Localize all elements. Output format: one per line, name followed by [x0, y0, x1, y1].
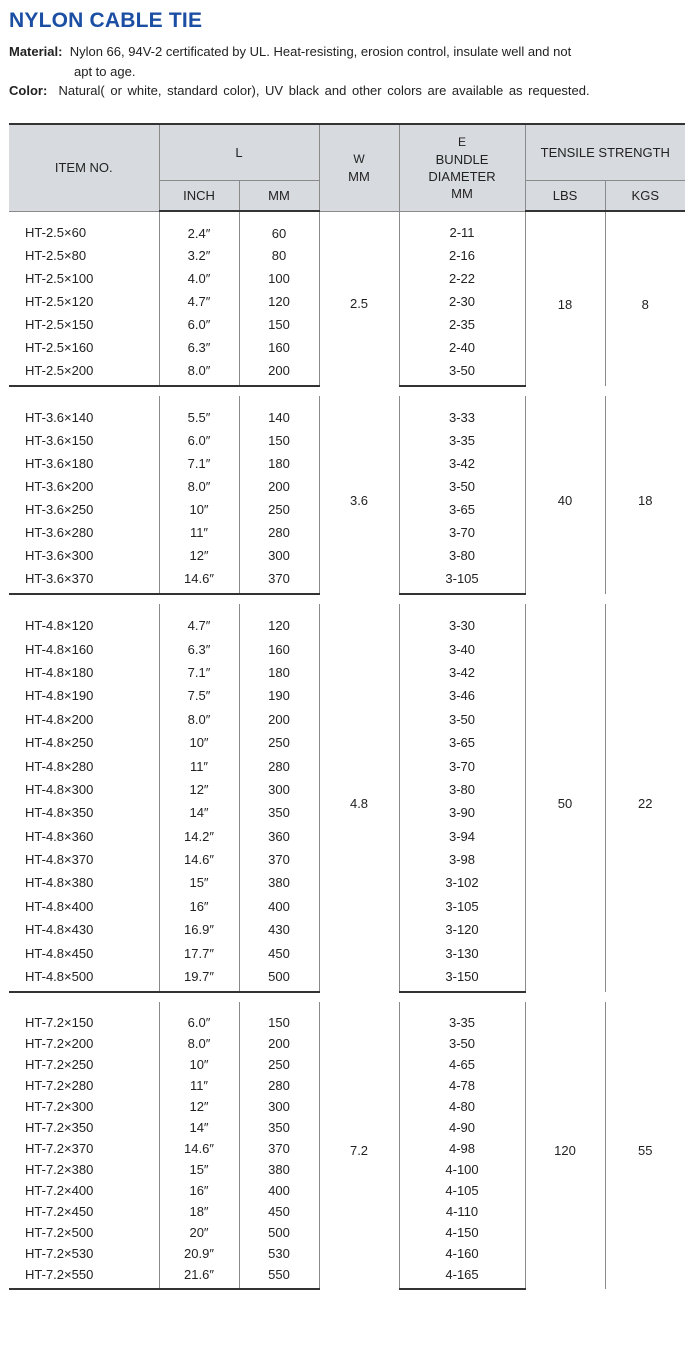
length-mm-cell: 500 — [239, 965, 319, 992]
length-inch-cell: 4.7″ — [159, 604, 239, 637]
length-inch-cell: 8.0″ — [159, 359, 239, 386]
item-no-cell: HT-3.6×200 — [25, 479, 94, 494]
bundle-diameter-cell: 3-33 — [399, 396, 525, 429]
item-no-cell: HT-4.8×280 — [25, 758, 94, 774]
bundle-diameter-cell: 3-105 — [399, 567, 525, 594]
bundle-diameter-cell: 4-80 — [399, 1096, 525, 1117]
bundle-diameter-cell: 3-50 — [399, 475, 525, 498]
length-inch-cell: 19.7″ — [159, 965, 239, 992]
length-mm-cell: 280 — [239, 1075, 319, 1096]
bundle-diameter-cell: 3-35 — [399, 429, 525, 452]
length-mm-cell: 120 — [239, 290, 319, 313]
item-no-cell: HT-3.6×280 — [25, 525, 94, 540]
length-inch-cell: 7.1″ — [159, 661, 239, 684]
length-mm-cell: 60 — [239, 211, 319, 244]
length-inch-cell: 20″ — [159, 1222, 239, 1243]
item-no-cell: HT-2.5×100 — [25, 271, 94, 286]
group-spacer-cell — [9, 594, 685, 604]
length-mm-cell: 100 — [239, 267, 319, 290]
length-mm-cell: 370 — [239, 848, 319, 871]
length-inch-cell: 12″ — [159, 778, 239, 801]
tensile-lbs-cell: 40 — [525, 396, 605, 594]
item-no-cell: HT-4.8×200 — [25, 711, 94, 727]
bundle-diameter-cell: 3-130 — [399, 941, 525, 964]
length-inch-cell: 16″ — [159, 1180, 239, 1201]
bundle-diameter-cell: 4-105 — [399, 1180, 525, 1201]
tensile-kgs-cell: 8 — [605, 211, 685, 386]
item-no-cell: HT-7.2×350 — [25, 1120, 94, 1136]
length-mm-cell: 150 — [239, 1002, 319, 1033]
width-mm-cell: 4.8 — [319, 604, 399, 992]
item-no-cell: HT-3.6×370 — [9, 567, 159, 594]
length-inch-cell: 15″ — [159, 871, 239, 894]
length-inch-cell: 6.0″ — [159, 429, 239, 452]
length-inch-cell: 2.4″ — [159, 211, 239, 244]
tensile-kgs-cell: 55 — [605, 1002, 685, 1289]
table-row — [9, 211, 685, 244]
bundle-diameter-cell: 3-150 — [399, 965, 525, 992]
length-mm-cell: 150 — [239, 429, 319, 452]
item-no-cell: HT-3.6×300 — [25, 548, 94, 563]
length-mm-cell: 250 — [239, 1054, 319, 1075]
header-bundle-diameter — [399, 124, 525, 211]
bundle-diameter-cell: 2-35 — [399, 313, 525, 336]
bundle-diameter-cell: 3-42 — [399, 452, 525, 475]
length-mm-cell: 190 — [239, 684, 319, 707]
length-inch-cell: 21.6″ — [159, 1264, 239, 1289]
header-kgs: KGS — [605, 180, 685, 211]
item-no-cell: HT-4.8×380 — [25, 875, 94, 891]
length-inch-cell: 11″ — [159, 521, 239, 544]
length-mm-cell: 200 — [239, 1033, 319, 1054]
length-inch-cell: 8.0″ — [159, 475, 239, 498]
color-label: Color: — [9, 83, 48, 98]
item-no-cell: HT-7.2×280 — [25, 1078, 94, 1094]
width-mm-cell: 7.2 — [319, 1002, 399, 1289]
length-inch-cell: 15″ — [159, 1159, 239, 1180]
bundle-diameter-cell: 4-110 — [399, 1201, 525, 1222]
bundle-diameter-cell: 3-98 — [399, 848, 525, 871]
tensile-lbs-cell: 18 — [525, 211, 605, 386]
length-mm-cell: 350 — [239, 1117, 319, 1138]
length-inch-cell: 14.6″ — [159, 1138, 239, 1159]
length-mm-cell: 80 — [239, 244, 319, 267]
item-no-cell: HT-3.6×150 — [25, 433, 94, 448]
length-inch-cell: 4.0″ — [159, 267, 239, 290]
length-inch-cell: 7.1″ — [159, 452, 239, 475]
item-no-cell: HT-4.8×160 — [25, 641, 94, 657]
bundle-diameter-cell: 4-160 — [399, 1243, 525, 1264]
item-no-cell: HT-4.8×350 — [25, 805, 94, 821]
material-text: Nylon 66, 94V-2 certificated by UL. Heat-resisting, erosion control, insulate well and not — [69, 44, 572, 59]
bundle-diameter-cell: 3-42 — [399, 661, 525, 684]
item-no-cell: HT-7.2×530 — [25, 1246, 94, 1262]
item-no-cell: HT-7.2×500 — [25, 1225, 94, 1241]
bundle-diameter-cell: 4-150 — [399, 1222, 525, 1243]
length-inch-cell: 4.7″ — [159, 290, 239, 313]
item-no-cell: HT-7.2×380 — [25, 1162, 94, 1178]
bundle-diameter-cell: 3-80 — [399, 778, 525, 801]
item-no-cell: HT-4.8×400 — [25, 898, 94, 914]
group-spacer — [9, 992, 685, 1002]
page-title: NYLON CABLE TIE — [9, 9, 203, 32]
length-inch-cell: 16″ — [159, 895, 239, 918]
length-inch-cell: 11″ — [159, 754, 239, 777]
item-no-cell: HT-3.6×180 — [25, 456, 94, 471]
length-inch-cell: 14.2″ — [159, 825, 239, 848]
color-text: Natural( or white, standard color), UV black and other colors are available as requested. — [58, 83, 590, 98]
length-inch-cell: 12″ — [159, 544, 239, 567]
length-mm-cell: 400 — [239, 895, 319, 918]
length-inch-cell: 8.0″ — [159, 1033, 239, 1054]
item-no-cell: HT-4.8×190 — [25, 688, 94, 704]
header-inch: INCH — [159, 180, 239, 211]
item-no-cell: HT-4.8×120 — [25, 618, 94, 634]
length-mm-cell: 400 — [239, 1180, 319, 1201]
length-mm-cell: 530 — [239, 1243, 319, 1264]
bundle-diameter-cell: 3-65 — [399, 731, 525, 754]
length-inch-cell: 14″ — [159, 1117, 239, 1138]
length-inch-cell: 6.0″ — [159, 1002, 239, 1033]
length-mm-cell: 180 — [239, 452, 319, 475]
length-mm-cell: 250 — [239, 498, 319, 521]
item-no-cell: HT-4.8×430 — [25, 922, 94, 938]
length-inch-cell: 7.5″ — [159, 684, 239, 707]
group-spacer-cell — [9, 992, 685, 1002]
length-mm-cell: 280 — [239, 754, 319, 777]
group-spacer — [9, 594, 685, 604]
length-mm-cell: 500 — [239, 1222, 319, 1243]
length-mm-cell: 160 — [239, 336, 319, 359]
bundle-diameter-cell: 4-165 — [399, 1264, 525, 1289]
length-inch-cell: 14.6″ — [159, 567, 239, 594]
header-e-diameter: DIAMETER — [428, 168, 496, 184]
length-mm-cell: 300 — [239, 778, 319, 801]
item-no-cell: HT-4.8×180 — [25, 664, 94, 680]
header-length: L — [159, 124, 319, 180]
item-no-cell: HT-4.8×450 — [25, 945, 94, 961]
length-inch-cell: 5.5″ — [159, 396, 239, 429]
bundle-diameter-cell: 4-65 — [399, 1054, 525, 1075]
length-inch-cell: 11″ — [159, 1075, 239, 1096]
length-mm-cell: 380 — [239, 1159, 319, 1180]
length-mm-cell: 280 — [239, 521, 319, 544]
length-mm-cell: 370 — [239, 567, 319, 594]
header-e-unit: MM — [451, 185, 473, 201]
header-e-bundle: BUNDLE — [435, 151, 489, 167]
item-no-cell: HT-3.6×250 — [25, 502, 94, 517]
length-mm-cell: 160 — [239, 637, 319, 660]
item-no-cell: HT-4.8×500 — [9, 965, 159, 992]
header-width — [319, 124, 399, 211]
group-spacer-cell — [9, 386, 685, 396]
item-no-cell: HT-2.5×160 — [25, 340, 94, 355]
item-no-cell: HT-7.2×370 — [25, 1141, 94, 1157]
length-mm-cell: 250 — [239, 731, 319, 754]
item-no-cell: HT-7.2×150 — [25, 1015, 94, 1031]
item-no-cell: HT-7.2×300 — [25, 1099, 94, 1115]
group-spacer — [9, 386, 685, 396]
header-width-label: W — [353, 151, 365, 166]
header-tensile-strength: TENSILE STRENGTH — [525, 124, 685, 180]
item-no-cell: HT-2.5×120 — [25, 294, 94, 309]
tensile-lbs-cell: 50 — [525, 604, 605, 992]
length-inch-cell: 10″ — [159, 731, 239, 754]
length-inch-cell: 17.7″ — [159, 941, 239, 964]
item-no-cell: HT-2.5×200 — [9, 359, 159, 386]
bundle-diameter-cell: 3-70 — [399, 754, 525, 777]
length-inch-cell: 14″ — [159, 801, 239, 824]
item-no-cell: HT-4.8×360 — [25, 828, 94, 844]
length-inch-cell: 10″ — [159, 1054, 239, 1075]
item-no-cell: HT-7.2×550 — [9, 1264, 159, 1289]
length-mm-cell: 300 — [239, 1096, 319, 1117]
item-no-cell: HT-7.2×200 — [25, 1036, 94, 1052]
length-mm-cell: 370 — [239, 1138, 319, 1159]
bundle-diameter-cell: 3-102 — [399, 871, 525, 894]
length-mm-cell: 450 — [239, 1201, 319, 1222]
length-mm-cell: 140 — [239, 396, 319, 429]
spec-table — [9, 123, 685, 1290]
length-inch-cell: 10″ — [159, 498, 239, 521]
length-mm-cell: 360 — [239, 825, 319, 848]
header-lbs: LBS — [525, 180, 605, 211]
tensile-kgs-cell: 22 — [605, 604, 685, 992]
length-inch-cell: 8.0″ — [159, 708, 239, 731]
length-inch-cell: 12″ — [159, 1096, 239, 1117]
width-mm-cell: 3.6 — [319, 396, 399, 594]
bundle-diameter-cell: 3-40 — [399, 637, 525, 660]
bundle-diameter-cell: 3-80 — [399, 544, 525, 567]
item-no-cell: HT-4.8×300 — [25, 781, 94, 797]
bundle-diameter-cell: 4-100 — [399, 1159, 525, 1180]
length-mm-cell: 380 — [239, 871, 319, 894]
material-info — [9, 42, 699, 82]
length-inch-cell: 6.3″ — [159, 336, 239, 359]
item-no-cell: HT-2.5×150 — [25, 317, 94, 332]
spec-table-body — [9, 211, 685, 1289]
bundle-diameter-cell: 3-70 — [399, 521, 525, 544]
header-item-no: ITEM NO. — [9, 124, 159, 211]
bundle-diameter-cell: 3-50 — [399, 1033, 525, 1054]
item-no-cell: HT-2.5×80 — [25, 248, 87, 263]
bundle-diameter-cell: 3-120 — [399, 918, 525, 941]
length-inch-cell: 6.0″ — [159, 313, 239, 336]
bundle-diameter-cell: 3-50 — [399, 708, 525, 731]
item-no-cell: HT-7.2×450 — [25, 1204, 94, 1220]
length-mm-cell: 550 — [239, 1264, 319, 1289]
item-no-cell: HT-7.2×400 — [25, 1183, 94, 1199]
color-info — [9, 81, 699, 101]
item-no-cell: HT-4.8×370 — [25, 852, 94, 868]
length-mm-cell: 200 — [239, 359, 319, 386]
header-mm: MM — [239, 180, 319, 211]
bundle-diameter-cell: 3-30 — [399, 604, 525, 637]
bundle-diameter-cell: 4-78 — [399, 1075, 525, 1096]
length-inch-cell: 20.9″ — [159, 1243, 239, 1264]
length-mm-cell: 300 — [239, 544, 319, 567]
bundle-diameter-cell: 3-65 — [399, 498, 525, 521]
length-mm-cell: 200 — [239, 708, 319, 731]
width-mm-cell: 2.5 — [319, 211, 399, 386]
length-inch-cell: 6.3″ — [159, 637, 239, 660]
item-no-cell: HT-7.2×250 — [25, 1057, 94, 1073]
length-inch-cell: 3.2″ — [159, 244, 239, 267]
bundle-diameter-cell: 2-30 — [399, 290, 525, 313]
bundle-diameter-cell: 4-90 — [399, 1117, 525, 1138]
material-label: Material: — [9, 44, 63, 59]
header-width-unit: MM — [348, 168, 370, 184]
item-no-cell: HT-3.6×140 — [25, 410, 94, 425]
bundle-diameter-cell: 2-22 — [399, 267, 525, 290]
length-mm-cell: 120 — [239, 604, 319, 637]
bundle-diameter-cell: 3-46 — [399, 684, 525, 707]
length-mm-cell: 150 — [239, 313, 319, 336]
bundle-diameter-cell: 3-105 — [399, 895, 525, 918]
length-mm-cell: 450 — [239, 941, 319, 964]
bundle-diameter-cell: 4-98 — [399, 1138, 525, 1159]
table-row — [9, 604, 685, 637]
table-row — [9, 1002, 685, 1033]
length-inch-cell: 18″ — [159, 1201, 239, 1222]
length-inch-cell: 16.9″ — [159, 918, 239, 941]
bundle-diameter-cell: 3-90 — [399, 801, 525, 824]
header-e-label: E — [458, 134, 467, 149]
material-text-cont: apt to age. — [74, 64, 136, 79]
bundle-diameter-cell: 3-35 — [399, 1002, 525, 1033]
bundle-diameter-cell: 3-50 — [399, 359, 525, 386]
length-mm-cell: 200 — [239, 475, 319, 498]
length-mm-cell: 430 — [239, 918, 319, 941]
table-row — [9, 396, 685, 429]
length-mm-cell: 180 — [239, 661, 319, 684]
length-inch-cell: 14.6″ — [159, 848, 239, 871]
bundle-diameter-cell: 2-16 — [399, 244, 525, 267]
tensile-kgs-cell: 18 — [605, 396, 685, 594]
bundle-diameter-cell: 2-40 — [399, 336, 525, 359]
bundle-diameter-cell: 3-94 — [399, 825, 525, 848]
bundle-diameter-cell: 2-11 — [399, 211, 525, 244]
item-no-cell: HT-4.8×250 — [25, 735, 94, 751]
length-mm-cell: 350 — [239, 801, 319, 824]
item-no-cell: HT-2.5×60 — [25, 225, 87, 241]
tensile-lbs-cell: 120 — [525, 1002, 605, 1289]
